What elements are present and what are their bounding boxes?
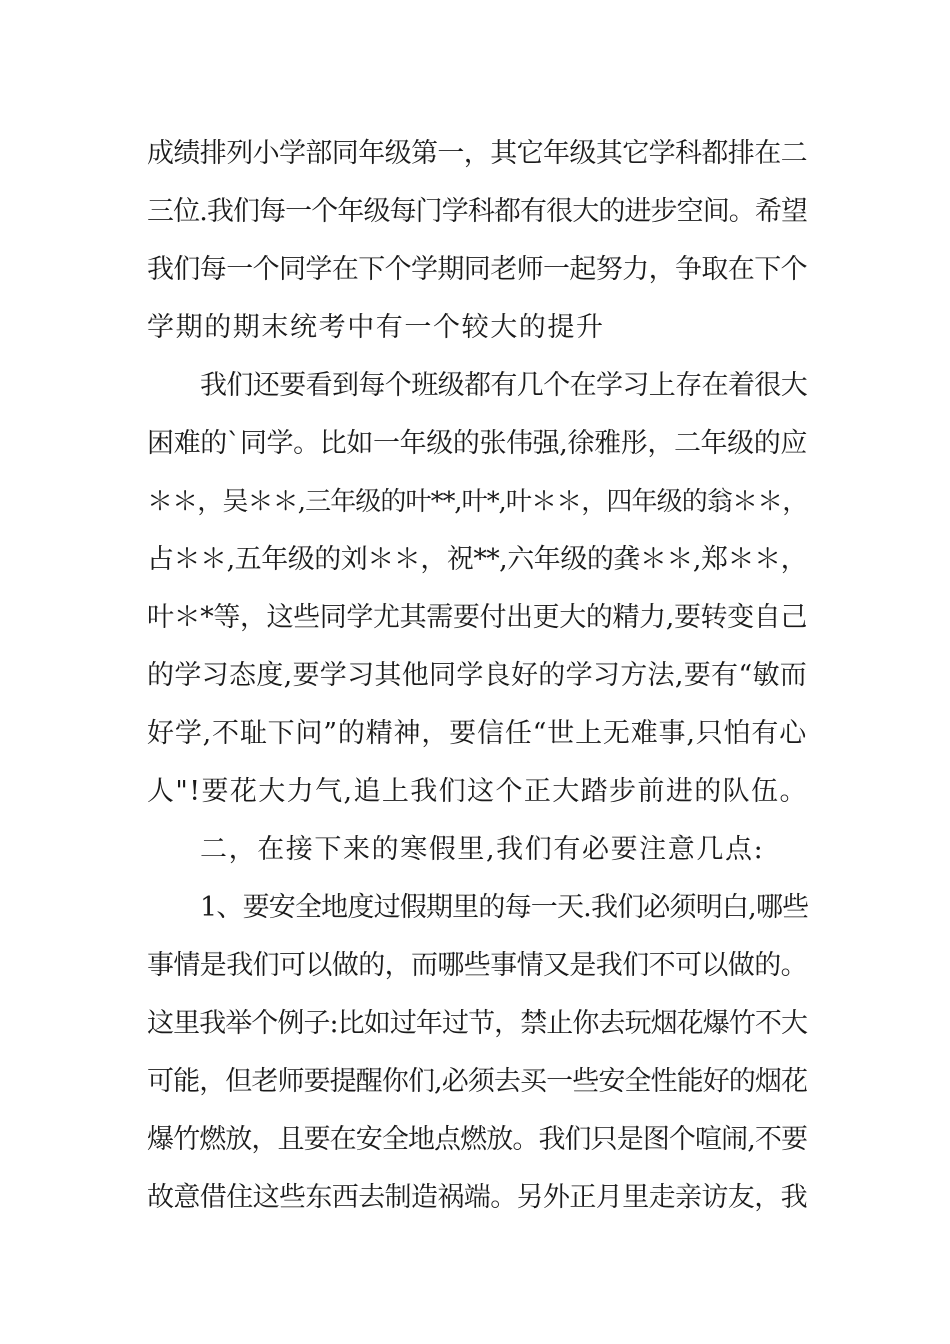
text-line: 学期的期末统考中有一个较大的提升 — [147, 312, 605, 343]
text-line: 这里我举个例子:比如过年过节，禁止你去玩烟花爆竹不大 — [147, 1008, 807, 1039]
paragraph-first-line: 我们还要看到每个班级都有几个在学习上存在着很大 — [200, 370, 808, 401]
text-line: 三位.我们每一个年级每门学科都有很大的进步空间。希望 — [147, 196, 807, 227]
text-line: 叶＊*等，这些同学尤其需要付出更大的精力,要转变自己 — [147, 602, 807, 633]
text-line: 人"!要花大力气,追上我们这个正大踏步前进的队伍。 — [147, 776, 808, 807]
paragraph-first-line: 1、要安全地度过假期里的每一天.我们必须明白,哪些 — [200, 892, 809, 923]
text-line: 故意借住这些东西去制造祸端。另外正月里走亲访友，我 — [147, 1182, 807, 1213]
text-line: 的学习态度,要学习其他同学良好的学习方法,要有“敏而 — [147, 660, 807, 691]
text-line: 事情是我们可以做的，而哪些事情又是我们不可以做的。 — [147, 950, 807, 981]
text-line: 好学,不耻下问”的精神，要信任“世上无难事,只怕有心 — [147, 718, 807, 749]
text-line: 爆竹燃放，且要在安全地点燃放。我们只是图个喧闹,不要 — [147, 1124, 807, 1155]
text-line: ＊＊，吴＊＊,三年级的叶**,叶*,叶＊＊，四年级的翁＊＊， — [147, 487, 807, 517]
text-line: 占＊＊,五年级的刘＊＊，祝**,六年级的龚＊＊,郑＊＊， — [147, 544, 807, 575]
section-heading: 二，在接下来的寒假里,我们有必要注意几点: — [200, 834, 765, 865]
text-line: 成绩排列小学部同年级第一，其它年级其它学科都排在二 — [147, 138, 807, 169]
text-line: 可能，但老师要提醒你们,必须去买一些安全性能好的烟花 — [147, 1066, 807, 1097]
text-line: 我们每一个同学在下个学期同老师一起努力，争取在下个 — [147, 254, 807, 285]
text-line: 困难的`同学。比如一年级的张伟强,徐雅彤，二年级的应 — [147, 428, 807, 459]
